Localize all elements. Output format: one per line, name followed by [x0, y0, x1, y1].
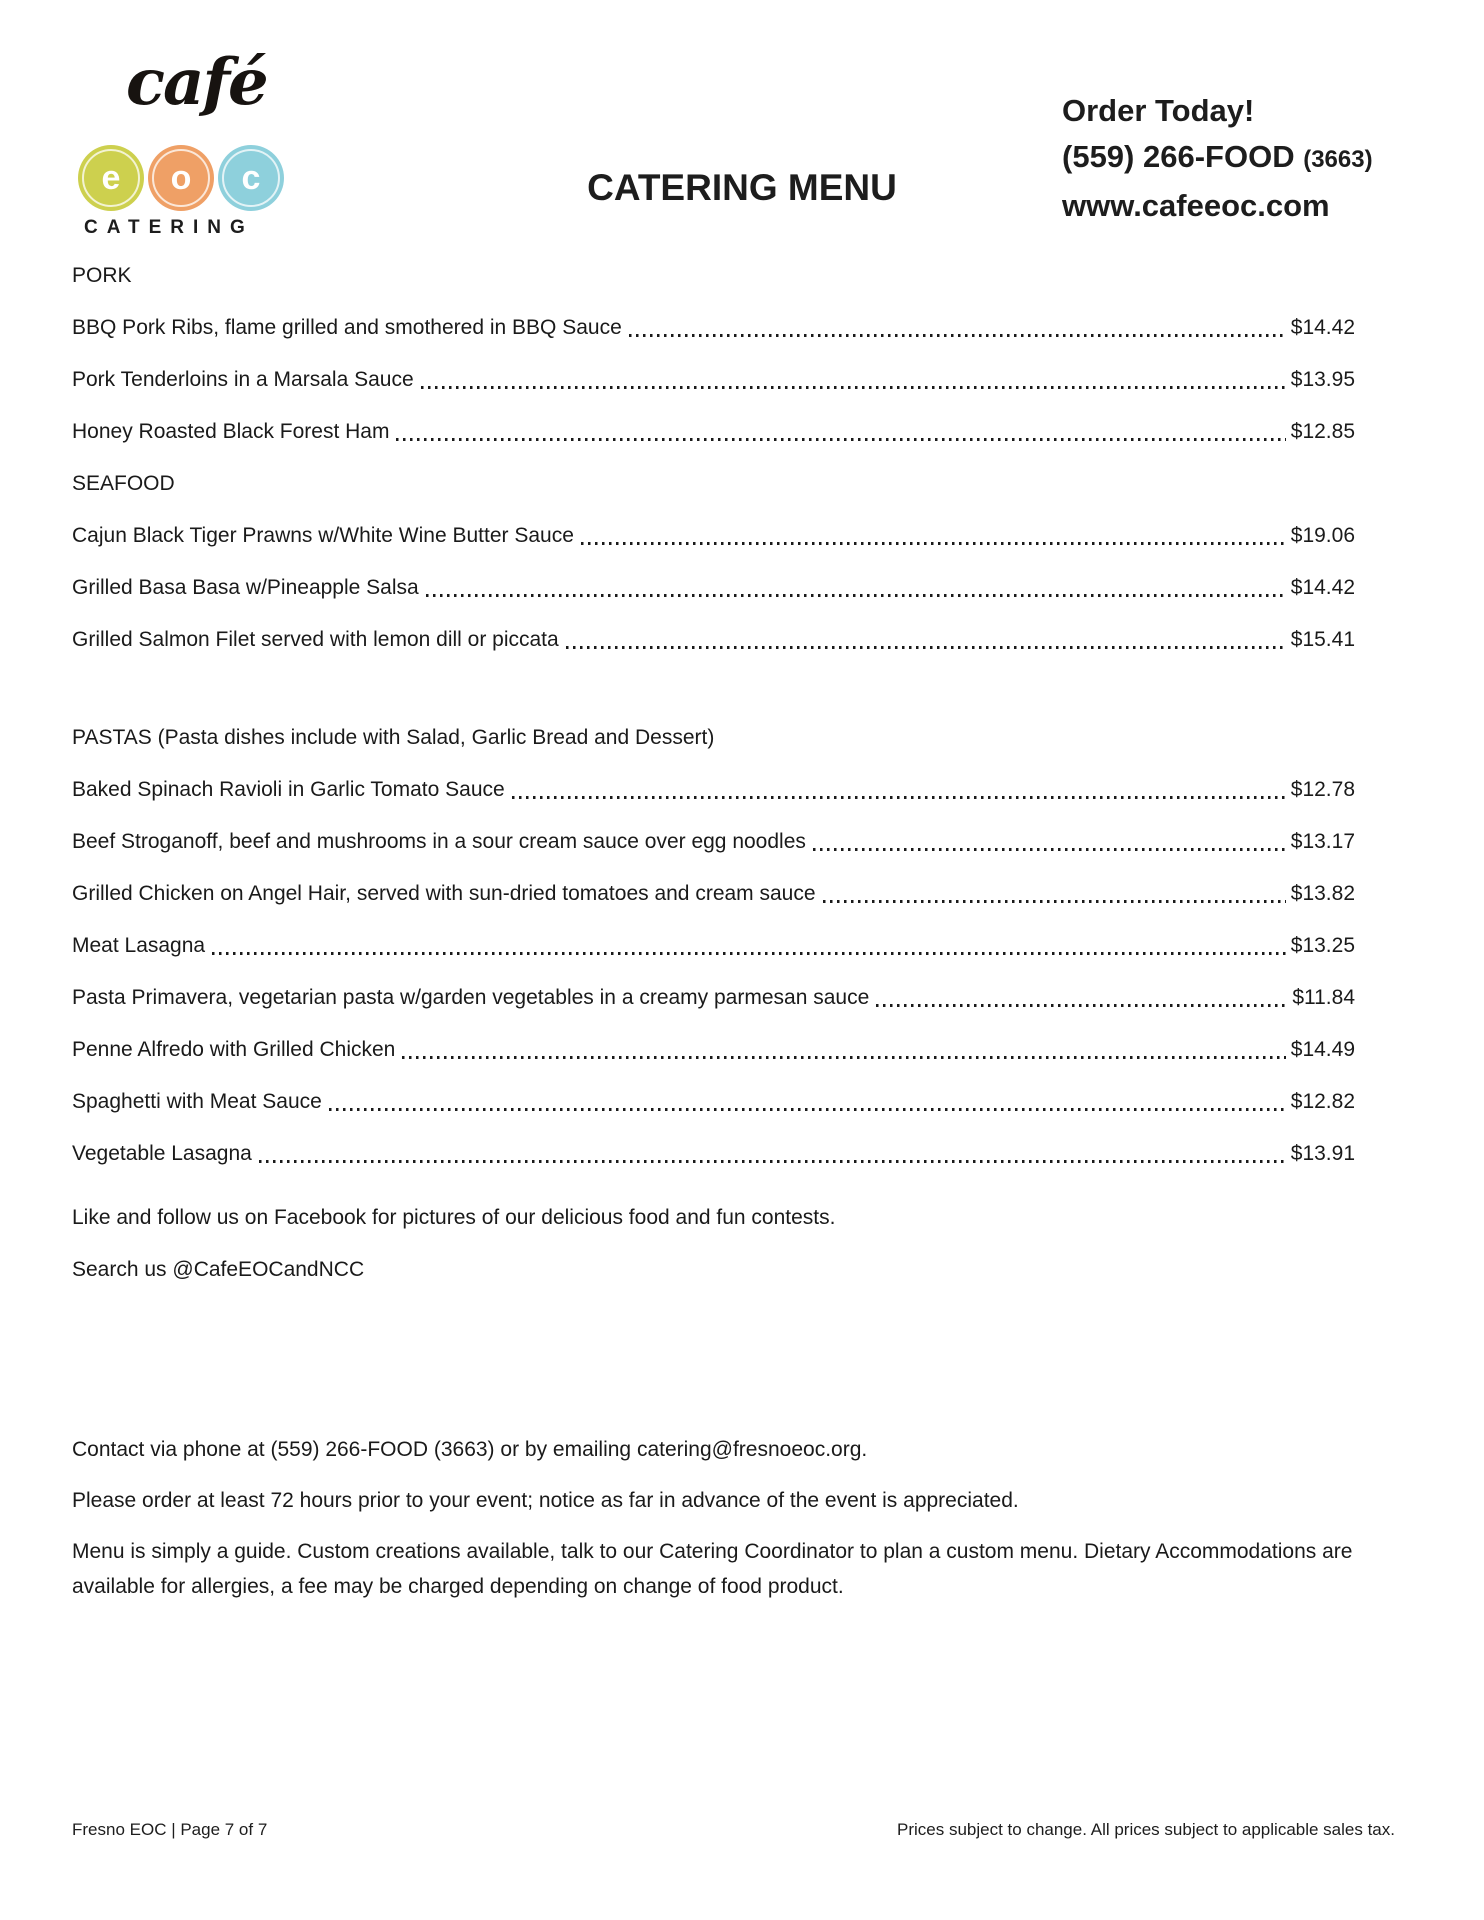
menu-item-price: $19.06 [1290, 524, 1355, 547]
menu-item-row [72, 984, 1395, 1012]
page-title: CATERING MENU [587, 167, 897, 208]
menu-item-name: Spaghetti with Meat Sauce [72, 1090, 322, 1113]
dot-leader [329, 1108, 1286, 1111]
footer-page-number: Fresno EOC | Page 7 of 7 [72, 1820, 268, 1839]
menu-item-row [72, 314, 1395, 342]
logo-letter-o: o [152, 149, 210, 207]
section-heading-pastas: PASTAS (Pasta dishes include with Salad, Garlic Bread and Dessert) [72, 726, 715, 749]
menu-item-price: $13.95 [1290, 368, 1355, 391]
facebook-promo-text: Like and follow us on Facebook for pictures of our delicious food and fun contests. [72, 1206, 836, 1229]
dot-leader [823, 900, 1286, 903]
menu-item-price: $14.49 [1290, 1038, 1355, 1061]
logo-letter-c: c [222, 149, 280, 207]
menu-item-row [72, 1140, 1395, 1168]
menu-item-row [72, 418, 1395, 446]
contact-note: Contact via phone at (559) 266-FOOD (3663) or by emailing catering@fresnoeoc.org. [72, 1438, 868, 1461]
logo-caption-catering: CATERING [84, 217, 254, 238]
order-phone-line [1062, 134, 1373, 183]
menu-item-name: Meat Lasagna [72, 934, 206, 957]
notes-block [72, 1432, 1395, 1604]
menu-item-row [72, 880, 1395, 908]
menu-item-price: $13.82 [1290, 882, 1355, 905]
menu-item-price: $12.82 [1290, 1090, 1355, 1113]
cafe-eoc-logo [70, 45, 320, 245]
dot-leader [212, 952, 1286, 955]
social-handle-text: Search us @CafeEOCandNCC [72, 1258, 365, 1281]
menu-item-row [72, 1036, 1395, 1064]
dot-leader [566, 646, 1286, 649]
menu-item-row [72, 828, 1395, 856]
menu-item-price: $15.41 [1290, 628, 1355, 651]
dot-leader [581, 542, 1286, 545]
order-today-text: Order Today! [1062, 93, 1255, 128]
menu-item-row [72, 776, 1395, 804]
order-phone-number: (559) 266-FOOD [1062, 139, 1304, 174]
order-phone-note: (3663) [1303, 146, 1373, 173]
menu-item-name: Grilled Basa Basa w/Pineapple Salsa [72, 576, 419, 599]
menu-item-name: Honey Roasted Black Forest Ham [72, 420, 390, 443]
menu-content [72, 262, 1395, 1620]
order-lead-time-note: Please order at least 72 hours prior to your event; notice as far in advance of the event is appreciated. [72, 1489, 1019, 1512]
menu-item-name: Beef Stroganoff, beef and mushrooms in a sour cream sauce over egg noodles [72, 830, 806, 853]
menu-item-row [72, 626, 1395, 654]
menu-item-price: $12.85 [1290, 420, 1355, 443]
menu-item-price: $13.17 [1290, 830, 1355, 853]
page-footer [72, 1820, 1395, 1840]
menu-item-row [72, 932, 1395, 960]
dot-leader [629, 334, 1286, 337]
menu-item-price: $13.25 [1290, 934, 1355, 957]
menu-item-name: Grilled Chicken on Angel Hair, served with sun-dried tomatoes and cream sauce [72, 882, 816, 905]
menu-item-price: $14.42 [1290, 576, 1355, 599]
dot-leader [876, 1004, 1287, 1007]
logo-script-cafe: café [126, 45, 267, 120]
menu-item-row [72, 574, 1395, 602]
dot-leader [259, 1160, 1286, 1163]
order-website: www.cafeeoc.com [1062, 188, 1330, 223]
logo-circle-o [148, 145, 214, 211]
menu-item-name: Penne Alfredo with Grilled Chicken [72, 1038, 396, 1061]
menu-item-name: Baked Spinach Ravioli in Garlic Tomato Sauce [72, 778, 505, 801]
menu-item-row [72, 522, 1395, 550]
menu-item-name: BBQ Pork Ribs, flame grilled and smothered in BBQ Sauce [72, 316, 622, 339]
menu-item-price: $13.91 [1290, 1142, 1355, 1165]
menu-item-price: $12.78 [1290, 778, 1355, 801]
menu-item-name: Cajun Black Tiger Prawns w/White Wine Butter Sauce [72, 524, 574, 547]
logo-circles [78, 145, 284, 211]
custom-menu-note: Menu is simply a guide. Custom creations available, talk to our Catering Coordinator to plan a custom menu. Dietary Accommodations are available for allergies, a fee may be charged depending on change of food product. [72, 1540, 1353, 1598]
dot-leader [813, 848, 1286, 851]
menu-item-name: Pork Tenderloins in a Marsala Sauce [72, 368, 414, 391]
dot-leader [421, 386, 1286, 389]
menu-item-price: $14.42 [1290, 316, 1355, 339]
menu-item-name: Vegetable Lasagna [72, 1142, 252, 1165]
order-block [1062, 88, 1373, 229]
social-block [72, 1204, 1395, 1284]
menu-item-name: Grilled Salmon Filet served with lemon dill or piccata [72, 628, 559, 651]
footer-disclaimer: Prices subject to change. All prices subject to applicable sales tax. [897, 1820, 1395, 1839]
menu-item-name: Pasta Primavera, vegetarian pasta w/garden vegetables in a creamy parmesan sauce [72, 986, 870, 1009]
dot-leader [396, 438, 1285, 441]
dot-leader [512, 796, 1286, 799]
menu-item-row [72, 366, 1395, 394]
dot-leader [402, 1056, 1285, 1059]
logo-letter-e: e [82, 149, 140, 207]
menu-item-price: $11.84 [1292, 986, 1355, 1009]
logo-circle-c [218, 145, 284, 211]
menu-item-row [72, 1088, 1395, 1116]
section-heading-pork: PORK [72, 264, 132, 287]
section-heading-seafood: SEAFOOD [72, 472, 175, 495]
logo-circle-e [78, 145, 144, 211]
dot-leader [426, 594, 1286, 597]
